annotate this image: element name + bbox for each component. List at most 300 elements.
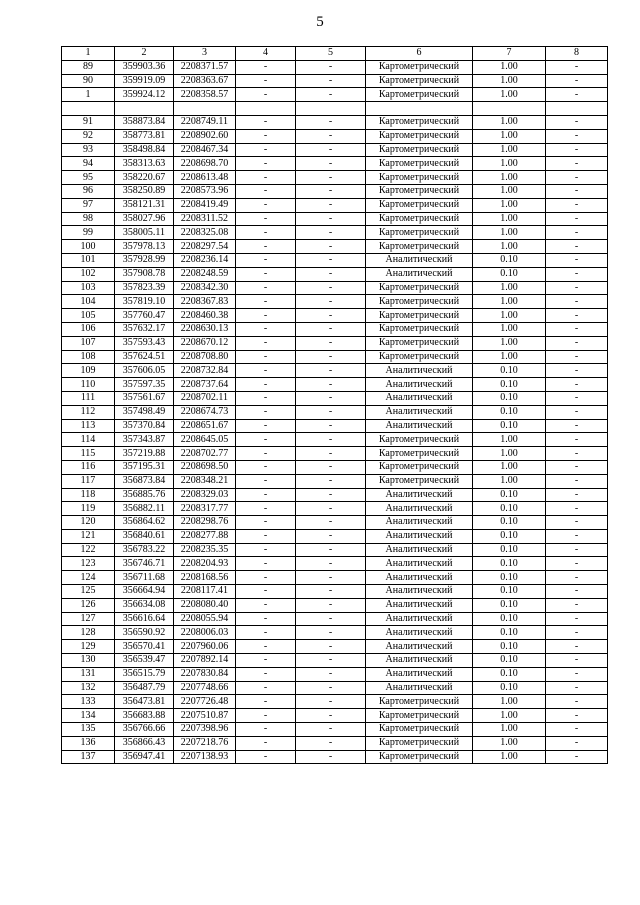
y-coordinate-cell: 2208367.83 [174, 295, 236, 309]
x-coordinate-cell: 357606.05 [115, 364, 174, 378]
point-number-cell: 1 [62, 88, 115, 102]
col5-cell: - [296, 60, 366, 74]
y-coordinate-cell: 2208329.03 [174, 488, 236, 502]
x-coordinate-cell: 356866.43 [115, 736, 174, 750]
col8-cell: - [546, 488, 608, 502]
method-cell: Аналитический [366, 391, 473, 405]
column-header: 6 [366, 47, 473, 61]
col8-cell: - [546, 736, 608, 750]
method-cell: Картометрический [366, 336, 473, 350]
point-number-cell: 111 [62, 391, 115, 405]
col5-cell: - [296, 709, 366, 723]
accuracy-cell: 0.10 [473, 253, 546, 267]
col4-cell: - [236, 543, 296, 557]
point-number-cell: 130 [62, 654, 115, 668]
accuracy-cell: 0.10 [473, 640, 546, 654]
method-cell: Картометрический [366, 736, 473, 750]
y-coordinate-cell: 2208573.96 [174, 184, 236, 198]
col8-cell: - [546, 157, 608, 171]
y-coordinate-cell: 2207398.96 [174, 723, 236, 737]
col5-cell: - [296, 667, 366, 681]
point-number-cell: 116 [62, 460, 115, 474]
method-cell: Аналитический [366, 419, 473, 433]
y-coordinate-cell: 2208298.76 [174, 516, 236, 530]
x-coordinate-cell: 357624.51 [115, 350, 174, 364]
point-number-cell: 92 [62, 129, 115, 143]
col4-cell: - [236, 281, 296, 295]
col8-cell: - [546, 695, 608, 709]
col5-cell: - [296, 460, 366, 474]
method-cell: Картометрический [366, 750, 473, 764]
col8-cell: - [546, 405, 608, 419]
point-number-cell: 101 [62, 253, 115, 267]
point-number-cell: 100 [62, 240, 115, 254]
accuracy-cell: 0.10 [473, 364, 546, 378]
y-coordinate-cell: 2207726.48 [174, 695, 236, 709]
col4-cell: - [236, 516, 296, 530]
col5-cell [296, 102, 366, 116]
column-header: 8 [546, 47, 608, 61]
x-coordinate-cell [115, 102, 174, 116]
method-cell: Картометрический [366, 281, 473, 295]
method-cell: Картометрический [366, 171, 473, 185]
col4-cell: - [236, 74, 296, 88]
col5-cell: - [296, 143, 366, 157]
table-row [62, 626, 608, 640]
col8-cell: - [546, 253, 608, 267]
col8-cell: - [546, 391, 608, 405]
accuracy-cell: 0.10 [473, 598, 546, 612]
x-coordinate-cell: 356783.22 [115, 543, 174, 557]
accuracy-cell: 1.00 [473, 447, 546, 461]
y-coordinate-cell: 2208325.08 [174, 226, 236, 240]
y-coordinate-cell: 2208204.93 [174, 557, 236, 571]
point-number-cell: 104 [62, 295, 115, 309]
col5-cell: - [296, 557, 366, 571]
method-cell [366, 102, 473, 116]
col4-cell: - [236, 529, 296, 543]
table-row [62, 654, 608, 668]
table-row [62, 391, 608, 405]
accuracy-cell: 0.10 [473, 571, 546, 585]
x-coordinate-cell: 356590.92 [115, 626, 174, 640]
y-coordinate-cell: 2207138.93 [174, 750, 236, 764]
x-coordinate-cell: 358873.84 [115, 115, 174, 129]
col4-cell: - [236, 309, 296, 323]
col4-cell: - [236, 695, 296, 709]
y-coordinate-cell: 2208698.70 [174, 157, 236, 171]
accuracy-cell: 1.00 [473, 184, 546, 198]
col5-cell: - [296, 171, 366, 185]
table-row [62, 598, 608, 612]
x-coordinate-cell: 356683.88 [115, 709, 174, 723]
y-coordinate-cell: 2207748.66 [174, 681, 236, 695]
y-coordinate-cell: 2208702.77 [174, 447, 236, 461]
point-number-cell: 125 [62, 585, 115, 599]
x-coordinate-cell: 357195.31 [115, 460, 174, 474]
y-coordinate-cell [174, 102, 236, 116]
col5-cell: - [296, 350, 366, 364]
col4-cell: - [236, 612, 296, 626]
table-row [62, 750, 608, 764]
column-header: 5 [296, 47, 366, 61]
col8-cell: - [546, 502, 608, 516]
table-row [62, 709, 608, 723]
point-number-cell: 99 [62, 226, 115, 240]
accuracy-cell: 1.00 [473, 240, 546, 254]
method-cell: Картометрический [366, 350, 473, 364]
col4-cell: - [236, 115, 296, 129]
col5-cell: - [296, 612, 366, 626]
table-row [62, 529, 608, 543]
method-cell: Картометрический [366, 460, 473, 474]
col8-cell: - [546, 460, 608, 474]
x-coordinate-cell: 358220.67 [115, 171, 174, 185]
col5-cell: - [296, 488, 366, 502]
col4-cell: - [236, 681, 296, 695]
accuracy-cell: 1.00 [473, 115, 546, 129]
point-number-cell: 134 [62, 709, 115, 723]
x-coordinate-cell: 356711.68 [115, 571, 174, 585]
table-row [62, 115, 608, 129]
col4-cell: - [236, 750, 296, 764]
col8-cell: - [546, 723, 608, 737]
col4-cell: - [236, 157, 296, 171]
accuracy-cell: 0.10 [473, 585, 546, 599]
point-number-cell [62, 102, 115, 116]
accuracy-cell: 1.00 [473, 433, 546, 447]
col8-cell: - [546, 184, 608, 198]
accuracy-cell: 1.00 [473, 460, 546, 474]
coordinates-table [61, 46, 608, 764]
x-coordinate-cell: 356864.62 [115, 516, 174, 530]
col4-cell: - [236, 364, 296, 378]
col5-cell: - [296, 516, 366, 530]
col5-cell: - [296, 391, 366, 405]
col8-cell: - [546, 598, 608, 612]
table-row [62, 281, 608, 295]
table-row [62, 736, 608, 750]
col4-cell [236, 102, 296, 116]
x-coordinate-cell: 356947.41 [115, 750, 174, 764]
col4-cell: - [236, 640, 296, 654]
point-number-cell: 102 [62, 267, 115, 281]
x-coordinate-cell: 357561.67 [115, 391, 174, 405]
col4-cell: - [236, 433, 296, 447]
col8-cell: - [546, 74, 608, 88]
y-coordinate-cell: 2208698.50 [174, 460, 236, 474]
col8-cell: - [546, 626, 608, 640]
accuracy-cell: 1.00 [473, 212, 546, 226]
table-row [62, 585, 608, 599]
col5-cell: - [296, 184, 366, 198]
col8-cell [546, 102, 608, 116]
table-row [62, 226, 608, 240]
col4-cell: - [236, 171, 296, 185]
col4-cell: - [236, 336, 296, 350]
accuracy-cell: 0.10 [473, 654, 546, 668]
x-coordinate-cell: 358027.96 [115, 212, 174, 226]
col8-cell: - [546, 709, 608, 723]
col4-cell: - [236, 143, 296, 157]
x-coordinate-cell: 358313.63 [115, 157, 174, 171]
table-row [62, 723, 608, 737]
col5-cell: - [296, 295, 366, 309]
col4-cell: - [236, 585, 296, 599]
point-number-cell: 105 [62, 309, 115, 323]
col8-cell: - [546, 529, 608, 543]
y-coordinate-cell: 2208168.56 [174, 571, 236, 585]
col4-cell: - [236, 667, 296, 681]
accuracy-cell: 1.00 [473, 336, 546, 350]
x-coordinate-cell: 359919.09 [115, 74, 174, 88]
table-row [62, 322, 608, 336]
y-coordinate-cell: 2208358.57 [174, 88, 236, 102]
col4-cell: - [236, 322, 296, 336]
col4-cell: - [236, 405, 296, 419]
accuracy-cell: 1.00 [473, 695, 546, 709]
method-cell: Картометрический [366, 157, 473, 171]
method-cell: Картометрический [366, 447, 473, 461]
accuracy-cell: 1.00 [473, 171, 546, 185]
y-coordinate-cell: 2208645.05 [174, 433, 236, 447]
method-cell: Аналитический [366, 598, 473, 612]
y-coordinate-cell: 2208055.94 [174, 612, 236, 626]
table-row [62, 640, 608, 654]
col4-cell: - [236, 184, 296, 198]
col5-cell: - [296, 378, 366, 392]
accuracy-cell: 0.10 [473, 667, 546, 681]
method-cell: Аналитический [366, 557, 473, 571]
y-coordinate-cell: 2208363.67 [174, 74, 236, 88]
point-number-cell: 103 [62, 281, 115, 295]
col5-cell: - [296, 88, 366, 102]
table-row [62, 295, 608, 309]
x-coordinate-cell: 357343.87 [115, 433, 174, 447]
y-coordinate-cell: 2208342.30 [174, 281, 236, 295]
table-row [62, 157, 608, 171]
y-coordinate-cell: 2208277.88 [174, 529, 236, 543]
point-number-cell: 112 [62, 405, 115, 419]
point-number-cell: 123 [62, 557, 115, 571]
accuracy-cell: 1.00 [473, 709, 546, 723]
col8-cell: - [546, 88, 608, 102]
x-coordinate-cell: 357823.39 [115, 281, 174, 295]
method-cell: Картометрический [366, 129, 473, 143]
col4-cell: - [236, 474, 296, 488]
col4-cell: - [236, 198, 296, 212]
method-cell: Картометрический [366, 226, 473, 240]
table-body [62, 60, 608, 764]
col4-cell: - [236, 736, 296, 750]
method-cell: Аналитический [366, 364, 473, 378]
column-header: 2 [115, 47, 174, 61]
table-row [62, 102, 608, 116]
x-coordinate-cell: 357819.10 [115, 295, 174, 309]
y-coordinate-cell: 2208702.11 [174, 391, 236, 405]
y-coordinate-cell: 2208117.41 [174, 585, 236, 599]
x-coordinate-cell: 357632.17 [115, 322, 174, 336]
col8-cell: - [546, 115, 608, 129]
col8-cell: - [546, 281, 608, 295]
x-coordinate-cell: 358005.11 [115, 226, 174, 240]
col8-cell: - [546, 143, 608, 157]
table-row [62, 171, 608, 185]
col4-cell: - [236, 447, 296, 461]
col8-cell: - [546, 419, 608, 433]
y-coordinate-cell: 2208708.80 [174, 350, 236, 364]
method-cell: Картометрический [366, 74, 473, 88]
y-coordinate-cell: 2207830.84 [174, 667, 236, 681]
method-cell: Картометрический [366, 695, 473, 709]
col8-cell: - [546, 640, 608, 654]
method-cell: Аналитический [366, 378, 473, 392]
point-number-cell: 96 [62, 184, 115, 198]
col5-cell: - [296, 723, 366, 737]
col5-cell: - [296, 212, 366, 226]
x-coordinate-cell: 356882.11 [115, 502, 174, 516]
point-number-cell: 137 [62, 750, 115, 764]
x-coordinate-cell: 356570.41 [115, 640, 174, 654]
col8-cell: - [546, 612, 608, 626]
col8-cell: - [546, 433, 608, 447]
col4-cell: - [236, 571, 296, 585]
table-row [62, 474, 608, 488]
y-coordinate-cell: 2207510.87 [174, 709, 236, 723]
point-number-cell: 131 [62, 667, 115, 681]
col8-cell: - [546, 322, 608, 336]
col8-cell: - [546, 585, 608, 599]
point-number-cell: 114 [62, 433, 115, 447]
method-cell: Картометрический [366, 240, 473, 254]
method-cell: Картометрический [366, 184, 473, 198]
method-cell: Картометрический [366, 433, 473, 447]
point-number-cell: 95 [62, 171, 115, 185]
table-row [62, 240, 608, 254]
x-coordinate-cell: 357908.78 [115, 267, 174, 281]
col4-cell: - [236, 253, 296, 267]
col4-cell: - [236, 723, 296, 737]
x-coordinate-cell: 356539.47 [115, 654, 174, 668]
col8-cell: - [546, 295, 608, 309]
y-coordinate-cell: 2208670.12 [174, 336, 236, 350]
y-coordinate-cell: 2208235.35 [174, 543, 236, 557]
table-row [62, 681, 608, 695]
point-number-cell: 94 [62, 157, 115, 171]
method-cell: Картометрический [366, 295, 473, 309]
method-cell: Картометрический [366, 60, 473, 74]
col5-cell: - [296, 364, 366, 378]
col5-cell: - [296, 309, 366, 323]
y-coordinate-cell: 2208371.57 [174, 60, 236, 74]
col5-cell: - [296, 543, 366, 557]
col4-cell: - [236, 488, 296, 502]
col5-cell: - [296, 695, 366, 709]
accuracy-cell: 0.10 [473, 557, 546, 571]
col8-cell: - [546, 129, 608, 143]
table-row [62, 460, 608, 474]
x-coordinate-cell: 356616.64 [115, 612, 174, 626]
point-number-cell: 97 [62, 198, 115, 212]
col4-cell: - [236, 60, 296, 74]
accuracy-cell: 0.10 [473, 391, 546, 405]
accuracy-cell: 1.00 [473, 309, 546, 323]
col8-cell: - [546, 309, 608, 323]
table-row [62, 571, 608, 585]
method-cell: Картометрический [366, 88, 473, 102]
point-number-cell: 119 [62, 502, 115, 516]
col8-cell: - [546, 226, 608, 240]
col5-cell: - [296, 640, 366, 654]
col5-cell: - [296, 198, 366, 212]
table-row [62, 253, 608, 267]
header-row [62, 47, 608, 61]
method-cell: Картометрический [366, 709, 473, 723]
col4-cell: - [236, 378, 296, 392]
method-cell: Картометрический [366, 322, 473, 336]
accuracy-cell: 1.00 [473, 723, 546, 737]
table-row [62, 516, 608, 530]
accuracy-cell: 1.00 [473, 143, 546, 157]
col8-cell: - [546, 267, 608, 281]
col5-cell: - [296, 322, 366, 336]
point-number-cell: 135 [62, 723, 115, 737]
table-row [62, 433, 608, 447]
col5-cell: - [296, 529, 366, 543]
col8-cell: - [546, 557, 608, 571]
column-header: 1 [62, 47, 115, 61]
point-number-cell: 91 [62, 115, 115, 129]
method-cell: Картометрический [366, 115, 473, 129]
col5-cell: - [296, 433, 366, 447]
point-number-cell: 117 [62, 474, 115, 488]
y-coordinate-cell: 2207218.76 [174, 736, 236, 750]
x-coordinate-cell: 359924.12 [115, 88, 174, 102]
point-number-cell: 118 [62, 488, 115, 502]
method-cell: Аналитический [366, 267, 473, 281]
column-header: 4 [236, 47, 296, 61]
col5-cell: - [296, 226, 366, 240]
method-cell: Картометрический [366, 309, 473, 323]
accuracy-cell: 1.00 [473, 295, 546, 309]
point-number-cell: 121 [62, 529, 115, 543]
point-number-cell: 129 [62, 640, 115, 654]
col4-cell: - [236, 460, 296, 474]
x-coordinate-cell: 358250.89 [115, 184, 174, 198]
y-coordinate-cell: 2208630.13 [174, 322, 236, 336]
col5-cell: - [296, 419, 366, 433]
point-number-cell: 109 [62, 364, 115, 378]
x-coordinate-cell: 358773.81 [115, 129, 174, 143]
method-cell: Аналитический [366, 612, 473, 626]
x-coordinate-cell: 356766.66 [115, 723, 174, 737]
method-cell: Аналитический [366, 585, 473, 599]
x-coordinate-cell: 358498.84 [115, 143, 174, 157]
accuracy-cell: 1.00 [473, 750, 546, 764]
col8-cell: - [546, 171, 608, 185]
method-cell: Аналитический [366, 253, 473, 267]
point-number-cell: 106 [62, 322, 115, 336]
method-cell: Аналитический [366, 529, 473, 543]
table-row [62, 378, 608, 392]
accuracy-cell: 1.00 [473, 129, 546, 143]
col8-cell: - [546, 350, 608, 364]
col8-cell: - [546, 543, 608, 557]
method-cell: Аналитический [366, 543, 473, 557]
col8-cell: - [546, 571, 608, 585]
accuracy-cell: 0.10 [473, 612, 546, 626]
col4-cell: - [236, 557, 296, 571]
